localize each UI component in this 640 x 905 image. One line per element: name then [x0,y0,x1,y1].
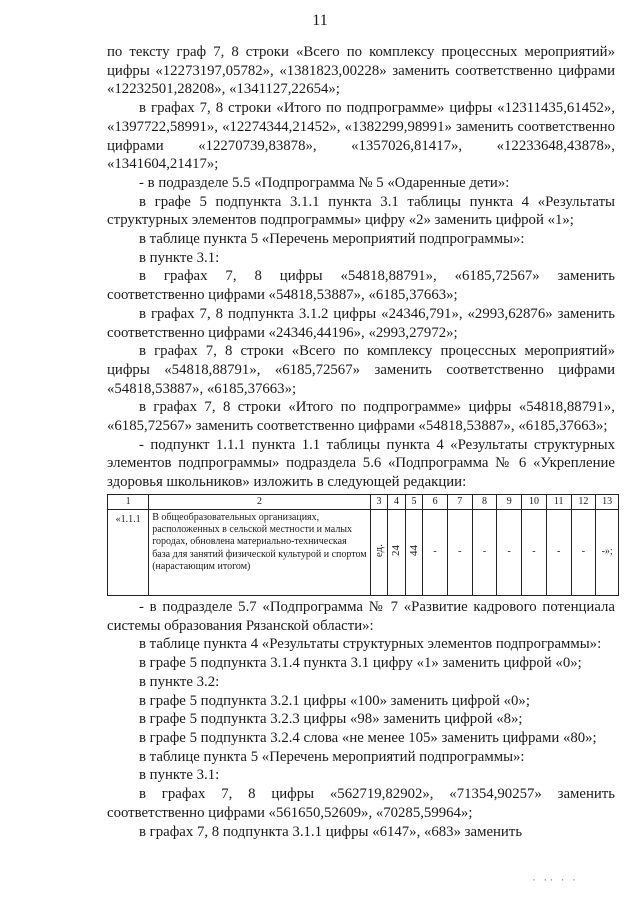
table-cell-dash: - [522,510,547,596]
table-cell-dash: - [571,510,596,596]
table-cell-target [405,510,423,596]
paragraph: в пункте 3.1: [139,249,220,266]
paragraph: в графах 7, 8 строки «Итого по подпрограмме» цифры «54818,88791», «6185,72567» заменить соответственно цифрами «54818,53887», «6185,37663»; [107,399,615,435]
table-cell-dash: - [472,510,497,596]
paragraph: в таблице пункта 5 «Перечень мероприятий подпрограммы»: [139,231,525,248]
table-header-cell: 1 [108,494,149,509]
paragraph: - в подразделе 5.5 «Подпрограмма № 5 «Одаренные дети»: [139,174,510,191]
document-body [107,43,615,841]
handwritten-mark: · ·· · · [532,872,578,886]
table-header-row [108,494,619,509]
paragraph: в графах 7, 8 цифры «562719,82902», «71354,90257» заменить соответственно цифрами «561650,52609», «70285,59964»; [107,786,615,821]
table-header-cell: 7 [447,494,472,509]
table-cell-dash: - [423,510,448,596]
paragraph: в графах 7, 8 подпункта 3.1.2 цифры «24346,791», «2993,62876» заменить соответственно цифрами «24346,44196», «2993,27972»; [107,305,615,341]
table-cell-description: В общеобразовательных организациях, расположенных в сельской местности и малых городах, обновлена материально-техническая база для занятий физической культурой и спортом (нарастающим итогом) [149,510,371,596]
paragraph: в графе 5 подпункта 3.2.1 цифры «100» заменить цифрой «0»; [139,692,530,709]
page-number: 11 [312,12,328,29]
paragraph: в графе 5 подпункта 3.1.1 пункта 3.1 таблицы пункта 4 «Результаты структурных элементов подпрограммы» цифру «2» заменить цифрой «1»; [107,193,615,229]
paragraph: в графах 7, 8 цифры «54818,88791», «6185,72567» заменить соответственно цифрами «54818,53887», «6185,37663»; [107,268,615,304]
table-header-cell: 5 [405,494,423,509]
table-header-cell: 3 [370,494,388,509]
paragraph: - подпункт 1.1.1 пункта 1.1 таблицы пункта 4 «Результаты структурных элементов подпрограммы» подраздела 5.6 «Подпрограмма № 6 «Укрепление здоровья школьников» изложить в следующей редакции: [107,436,615,491]
table-row [108,510,619,596]
table-cell-unit [370,510,388,596]
paragraph: в пункте 3.2: [139,673,220,690]
paragraph: в пункте 3.1: [139,767,220,784]
table-cell-dash: - [546,510,571,596]
table-cell-dash: - [447,510,472,596]
table-header-cell: 4 [388,494,406,509]
unit-text: ед. [372,543,385,558]
paragraph: в графах 7, 8 подпункта 3.1.1 цифры «6147», «683» заменить [139,823,523,840]
table-header-cell: 12 [571,494,596,509]
paragraph: в графе 5 подпункта 3.1.4 пункта 3.1 цифру «1» заменить цифрой «0»; [139,655,582,672]
target-value-text: 44 [407,544,420,556]
paragraph: в графах 7, 8 строки «Всего по комплексу процессных мероприятий» цифры «54818,88791», «6185,72567» заменить соответственно цифрами «54818,53887», «6185,37663»; [107,343,615,397]
paragraph: в графе 5 подпункта 3.2.3 цифры «98» заменить цифрой «8»; [139,711,523,728]
paragraph: в графах 7, 8 строки «Итого по подпрограмме» цифры «12311435,61452», «1397722,58991», «12274344,21452», «1382299,98991» заменить соответственно цифрами «12270739,83878», «1357026,81417», «12233648,43878», «1341604,21417»; [107,100,615,173]
results-table [107,494,619,596]
paragraph: в таблице пункта 4 «Результаты структурных элементов подпрограммы»: [139,636,602,653]
table-cell-number: «1.1.1 [108,510,149,596]
table-cell-base [388,510,406,596]
table-header-cell: 6 [423,494,448,509]
table-cell-dash: - [497,510,522,596]
table-cell-dash: -»; [596,510,619,596]
table-header-cell: 10 [522,494,547,509]
paragraph: по тексту граф 7, 8 строки «Всего по комплексу процессных мероприятий» цифры «12273197,05782», «1381823,00228» заменить соответственно цифрами «12232501,28208», «1341127,22654»; [107,44,615,98]
table-header-cell: 9 [497,494,522,509]
table-header-cell: 11 [546,494,571,509]
table-header-cell: 2 [149,494,371,509]
paragraph: в графе 5 подпункта 3.2.4 слова «не менее 105» заменить цифрами «80»; [139,730,597,746]
base-value-text: 24 [390,544,403,556]
paragraph: - в подразделе 5.7 «Подпрограмма № 7 «Развитие кадрового потенциала системы образования Рязанской области»: [107,599,615,634]
table-header-cell: 13 [596,494,619,509]
paragraph: в таблице пункта 5 «Перечень мероприятий подпрограммы»: [139,748,525,765]
table-header-cell: 8 [472,494,497,509]
